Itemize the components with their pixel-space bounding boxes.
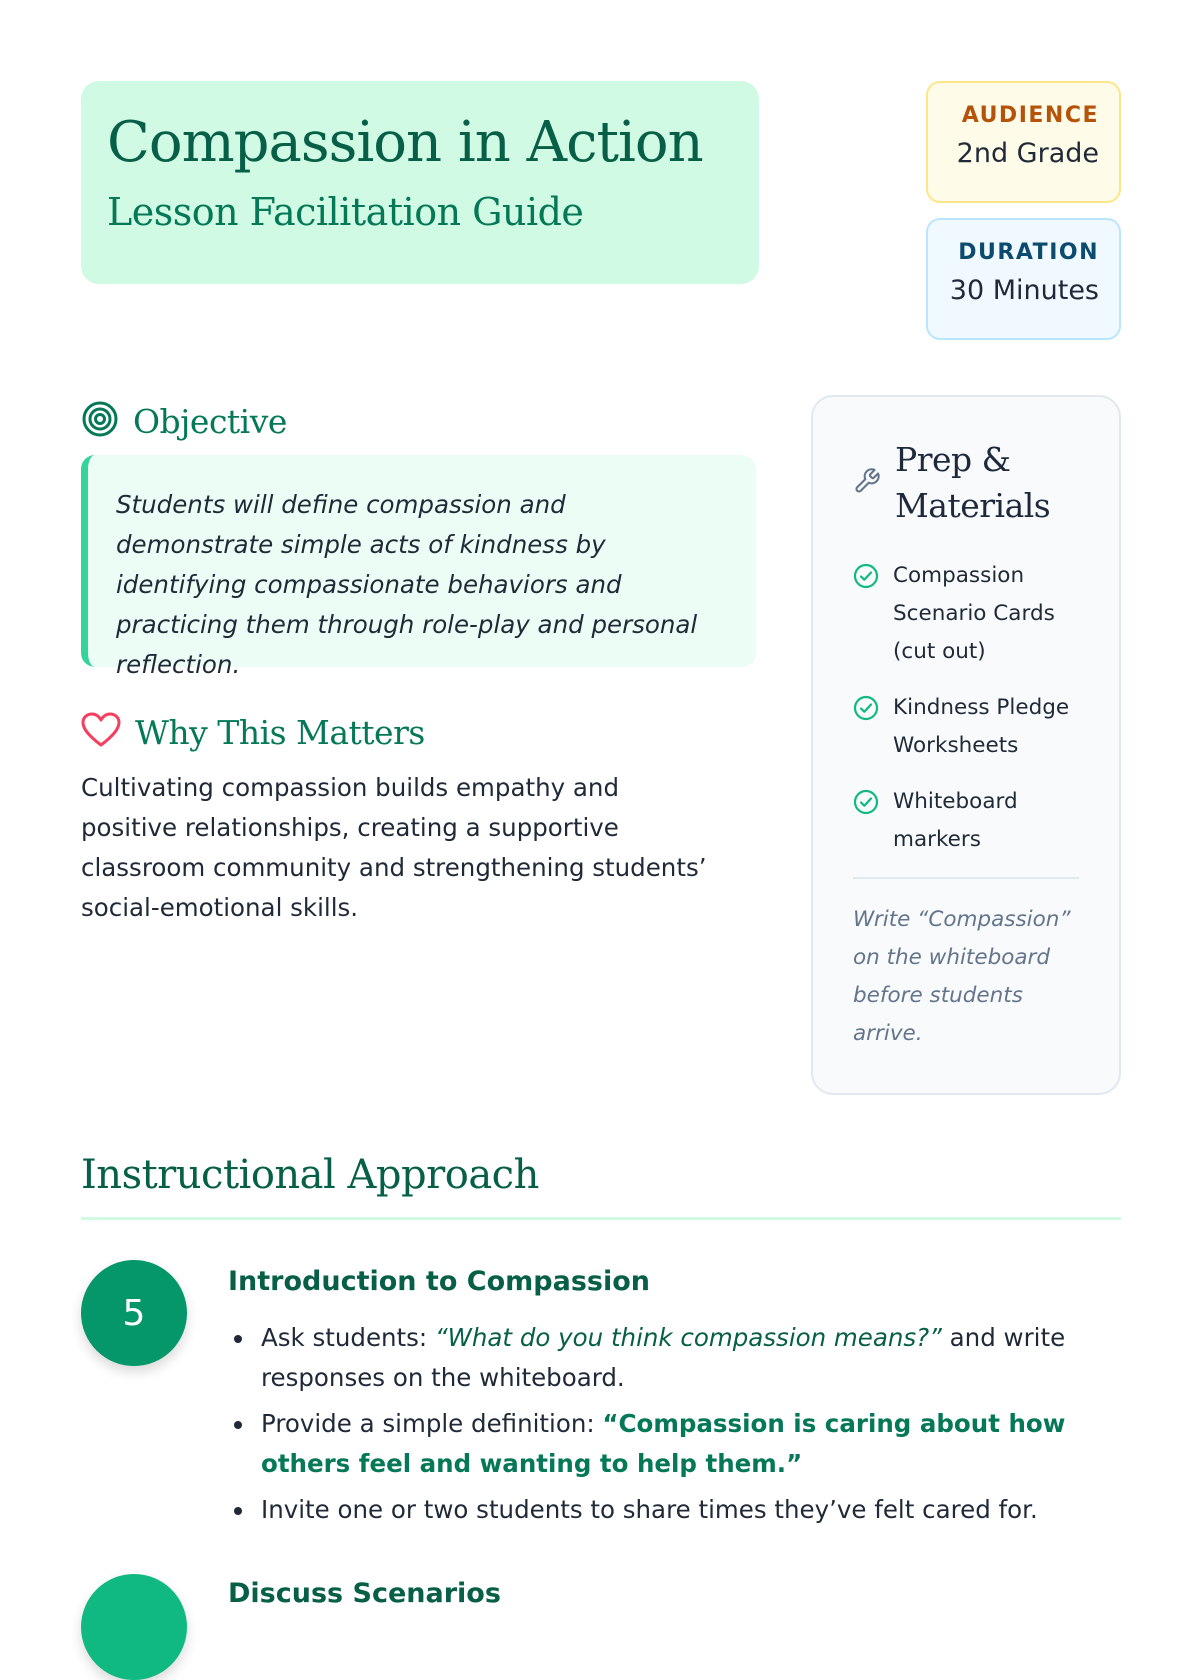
- prep-note: Write “Compassion” on the whiteboard before students arrive.: [853, 907, 1071, 1046]
- why-title: Why This Matters: [135, 712, 425, 752]
- definition-quote: “Compassion is caring about how others feel and wanting to help them.”: [261, 1409, 1066, 1478]
- step-title: Introduction to Compassion: [228, 1266, 650, 1297]
- lesson-subtitle: Lesson Facilitation Guide: [107, 190, 584, 235]
- material-text: Kindness Pledge Worksheets: [893, 695, 1070, 758]
- check-circle-icon: [853, 789, 879, 859]
- step-number-badge: 5: [81, 1260, 187, 1366]
- duration-value: 30 Minutes: [949, 275, 1099, 306]
- objective-title: Objective: [133, 401, 287, 441]
- step-title: Discuss Scenarios: [228, 1578, 501, 1609]
- heart-icon: [81, 712, 121, 752]
- prep-heading: [853, 437, 1079, 529]
- why-heading: [81, 712, 425, 752]
- check-circle-icon: [853, 563, 879, 671]
- objective-text: Students will define compassion and demonstrate simple acts of kindness by identifying compassionate behaviors and practicing them through role-play and personal reflection.: [116, 490, 698, 679]
- why-text: Cultivating compassion builds empathy and positive relationships, creating a supportive classroom community and strengthening students’ social-emotional skills.: [81, 773, 707, 922]
- list-item: Invite one or two students to share times they’ve felt cared for.: [228, 1490, 1108, 1530]
- divider: [853, 877, 1079, 879]
- list-item: [853, 557, 1079, 671]
- list-item: [853, 783, 1079, 859]
- step-number-badge: [81, 1574, 187, 1680]
- check-circle-icon: [853, 695, 879, 765]
- prep-panel: [811, 395, 1121, 1095]
- audience-value: 2nd Grade: [956, 138, 1099, 169]
- list-item: Ask students: “What do you think compassion means?” and write responses on the whiteboard.: [228, 1318, 1108, 1398]
- list-item: Provide a simple definition: “Compassion is caring about how others feel and wanting to help them.”: [228, 1404, 1108, 1484]
- prep-title: Prep & Materials: [895, 440, 1051, 525]
- duration-badge: [926, 218, 1121, 340]
- material-text: Whiteboard markers: [893, 789, 1018, 852]
- section-title: Instructional Approach: [81, 1152, 539, 1198]
- lesson-title: Compassion in Action: [107, 110, 703, 175]
- question-quote: “What do you think compassion means?”: [434, 1323, 942, 1352]
- audience-label: AUDIENCE: [961, 103, 1099, 128]
- list-item: [853, 689, 1079, 765]
- material-text: Compassion Scenario Cards (cut out): [893, 563, 1055, 664]
- materials-list: [853, 557, 1079, 859]
- divider: [81, 1217, 1121, 1220]
- objective-heading: [81, 400, 287, 442]
- objective-box: [81, 455, 756, 679]
- wrench-icon: [853, 467, 881, 499]
- step-bullets: [228, 1318, 1108, 1536]
- target-icon: [81, 400, 119, 442]
- audience-badge: [926, 81, 1121, 203]
- title-card: [81, 81, 759, 284]
- duration-label: DURATION: [958, 240, 1099, 265]
